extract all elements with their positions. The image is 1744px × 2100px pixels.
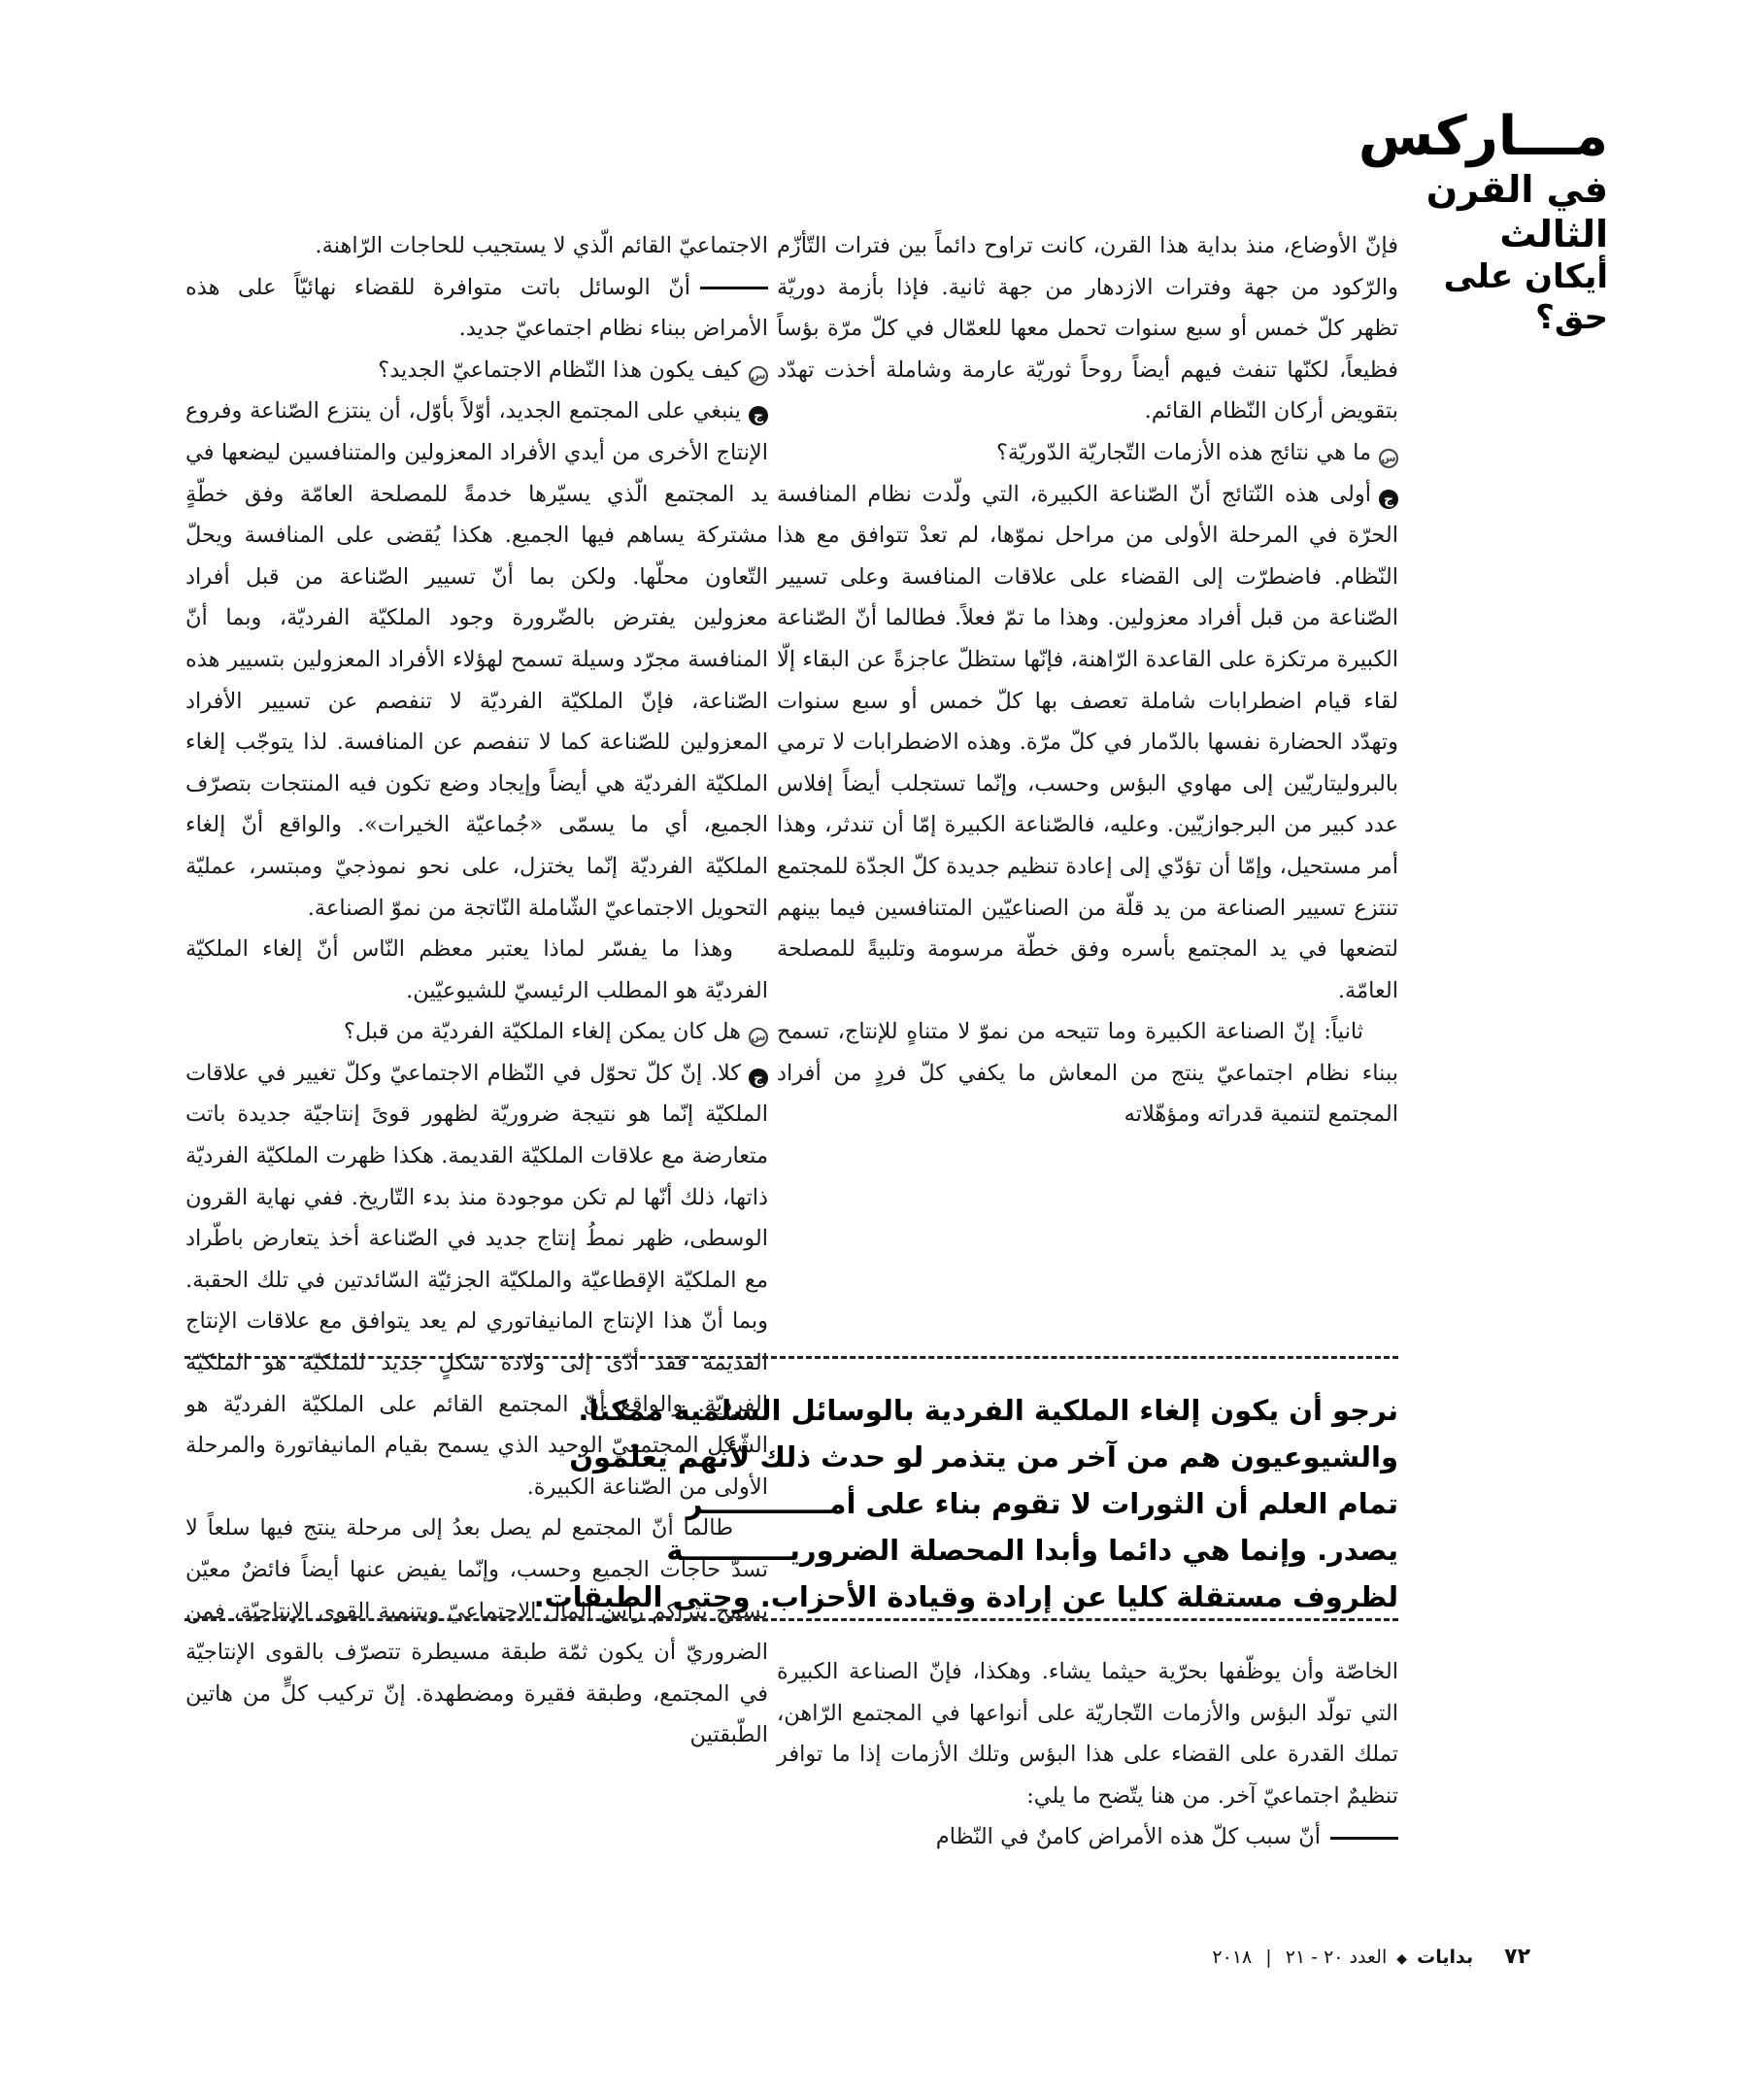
text-column-right-top bbox=[777, 225, 1398, 1135]
page-number: ٧٢ bbox=[1504, 1945, 1530, 1969]
paragraph-text: أنّ الوسائل باتت متوافرة للقضاء نهائيّاً على هذه الأمراض ببناء نظام اجتماعيّ جديد. bbox=[185, 274, 768, 342]
pull-quote-bottom-rule bbox=[184, 1618, 1398, 1621]
question-icon: س bbox=[749, 1028, 768, 1047]
paragraph-text: طالما أنّ المجتمع لم يصل بعدُ إلى مرحلة ينتج فيها سلعاً لا تسدّ حاجات الجميع وحسب، وإنّما يفيض عنها أيضاً فائضٌ معيّن يسمح بتراكم رأس المال الاجتماعيّ وبتنمية القوى الإنتاجيّة، فمن الضروريّ أن يكون ثمّة طبقة مسيطرة تتصرّف بالقوى الإنتاجيّة في المجتمع، وطبقة فقيرة ومضطهدة. إنّ تركيب كلٍّ من هاتين الطّبقتين bbox=[185, 1515, 768, 1748]
paragraph-text: كلا. إنّ كلّ تحوّل في النّظام الاجتماعيّ وكلّ تغيير في علاقات الملكيّة إنّما هو نتيجة ضروريّة لظهور قوىً إنتاجيّة جديدة باتت متعارضة مع علاقات الملكيّة القديمة. هكذا ظهرت الملكيّة الفرديّة ذاتها، ذلك أنّها لم تكن موجودة منذ بدء التّاريخ. ففي نهاية القرون الوسطى، ظهر نمطُ إنتاج جديد في الصّناعة أخذ يتعارض باطّراد مع الملكيّة الإقطاعيّة والملكيّة الجزئيّة السّائدتين في تلك الحقبة. وبما أنّ هذا الإنتاج المانيفاتوري لم يعد يتوافق مع علاقات الإنتاج القديمة فقد أدّى إلى ولادة شكلٍ جديد للملكيّة هو الملكيّة الفرديّة. والواقع أنّ المجتمع القائم على الملكيّة الفرديّة هو الشّكل المجتمعيّ الوحيد الذي يسمح بقيام المانيفاتورة والمرحلة الأولى من الصّناعة الكبيرة. bbox=[185, 1060, 768, 1500]
answer-icon: ج bbox=[1379, 490, 1398, 509]
paragraph-text: الخاصّة وأن يوظّفها بحرّية حيثما يشاء. وهكذا، فإنّ الصناعة الكبيرة التي تولّد البؤس والأزمات التّجاريّة على أنواعها في المجتمع الرّاهن، تملك القدرة على القضاء على هذا البؤس وتلك الأزمات إذا ما توافر تنظيمٌ اجتماعيّ آخر. من هنا يتّضح ما يلي: bbox=[777, 1659, 1398, 1809]
text-column-right-bottom bbox=[777, 1651, 1398, 1858]
dash-rule bbox=[700, 287, 768, 289]
pull-quote-line: تمام العلم أن الثورات لا تقوم بناء على أمـــــــــــــر bbox=[686, 1487, 1398, 1520]
paragraph-text: أنّ سبب كلّ هذه الأمراض كامنٌ في النّظام bbox=[935, 1824, 1321, 1850]
list-item-paragraph bbox=[777, 1816, 1398, 1858]
question-icon: س bbox=[749, 366, 768, 386]
list-item-paragraph bbox=[185, 267, 768, 350]
question-paragraph bbox=[185, 350, 768, 391]
paragraph-text: ما هي نتائج هذه الأزمات التّجاريّة الدّوريّة؟ bbox=[995, 439, 1371, 465]
paragraph-text: هل كان يمكن إلغاء الملكيّة الفرديّة من قبل؟ bbox=[343, 1019, 741, 1045]
magazine-name: بدايات bbox=[1417, 1947, 1474, 1968]
issue-number: العدد ٢٠ - ٢١ bbox=[1285, 1947, 1388, 1968]
footer-divider: | bbox=[1265, 1947, 1272, 1968]
answer-paragraph bbox=[185, 390, 768, 929]
pull-quote-line: يصدر. وإنما هي دائما وأبدا المحصلة الضروريـــــــــــة bbox=[666, 1534, 1398, 1567]
page-footer bbox=[1212, 1945, 1530, 1969]
logo-line-3: أيكان على حق؟ bbox=[1443, 257, 1608, 337]
paragraph-text: وهذا ما يفسّر لماذا يعتبر معظم النّاس أنّ إلغاء الملكيّة الفرديّة هو المطلب الرئيسيّ للشيوعيّين. bbox=[185, 936, 768, 1003]
paragraph-text: فإنّ الأوضاع، منذ بداية هذا القرن، كانت تراوح دائماً بين فترات التّأزّم والرّكود من جهة وفترات الازدهار من جهة ثانية. فإذا بأزمة دوريّة تظهر كلّ خمس أو سبع سنوات تحمل معها للعمّال في كلّ مرّة بؤساً فظيعاً، لكنّها تنفث فيهم أيضاً روحاً ثوريّة عارمة وشاملة أخذت تهدّد بتقويض أركان النّظام القائم. bbox=[777, 233, 1398, 424]
logo-line-2: في القرن الثالث bbox=[1425, 168, 1608, 255]
question-paragraph bbox=[777, 432, 1398, 474]
paragraph-text: ينبغي على المجتمع الجديد، أوّلاً بأوّل، أن ينتزع الصّناعة وفروع الإنتاج الأخرى من أيدي الأفراد المعزولين والمتنافسين ليضعها في يد المجتمع الّذي يسيّرها خدمةً للمصلحة العامّة وفق خطّةٍ مشتركة يساهم فيها الجميع. هكذا يُقضى على المنافسة ويحلّ التّعاون محلّها. ولكن بما أنّ تسيير الصّناعة من قبل أفراد معزولين يفترض بالضّرورة وجود الملكيّة الفرديّة، وبما أنّ المنافسة مجرّد وسيلة تسمح لهؤلاء الأفراد المعزولين بتسيير هذه الصّناعة، فإنّ الملكيّة الفرديّة لا تنفصم عن تسيير الأفراد المعزولين للصّناعة كما لا تنفصم عن المنافسة. لذا يتوجّب إلغاء الملكيّة الفرديّة هي أيضاً وإيجاد وضع تكون فيه المنتجات بتصرّف الجميع، أي ما يسمّى «جُماعيّة الخيرات». والواقع أنّ إلغاء الملكيّة الفرديّة إنّما يختزل، على نحو نموذجيّ ومبتسر، عمليّة التحويل الاجتماعيّ الشّاملة النّاتجة من نموّ الصناعة. bbox=[185, 398, 768, 921]
answer-icon: ج bbox=[749, 406, 768, 425]
body-paragraph bbox=[777, 1011, 1398, 1135]
diamond-icon: ◆ bbox=[1396, 1951, 1408, 1967]
body-paragraph bbox=[185, 225, 768, 267]
series-logo bbox=[1358, 105, 1608, 338]
answer-icon: ج bbox=[749, 1068, 768, 1088]
answer-paragraph bbox=[777, 474, 1398, 1012]
body-paragraph bbox=[185, 929, 768, 1011]
pull-quote-line: لظروف مستقلة كليا عن إرادة وقيادة الأحزاب. وحتى الطبقات. bbox=[533, 1580, 1398, 1613]
publication-year: ٢٠١٨ bbox=[1212, 1947, 1253, 1968]
paragraph-text: أولى هذه النّتائج أنّ الصّناعة الكبيرة، التي ولّدت نظام المنافسة الحرّة في المرحلة الأولى من مراحل نموّها، لم تعدْ تتوافق مع هذا النّظام. فاضطرّت إلى القضاء على علاقات المنافسة وعلى تسيير الصّناعة من قبل أفراد معزولين. وهذا ما تمّ فعلاً. فطالما أنّ الصّناعة الكبيرة مرتكزة على القاعدة الرّاهنة، فإنّها ستظلّ عاجزةً عن البقاء إلّا لقاء قيام اضطرابات شاملة تعصف بها كلّ خمس أو سبع سنوات وتهدّد الحضارة نفسها بالدّمار في كلّ مرّة. وهذه الاضطرابات لا ترمي بالبروليتاريّين إلى مهاوي البؤس وحسب، وإنّما تستجلب أيضاً إفلاس عدد كبير من البرجوازيّين. وعليه، فالصّناعة الكبيرة إمّا أن تندثر، وهذا أمر مستحيل، وإمّا أن تؤدّي إلى إعادة تنظيم جديدة كلّ الجدّة للمجتمع تنتزع تسيير الصناعة من يد قلّة من الصناعيّين المتنافسين فيما بينهم لتضعها في يد المجتمع بأسره وفق خطّة مرسومة وتلبيةً للمصلحة العامّة. bbox=[777, 481, 1398, 1003]
logo-line-1: مـــاركس bbox=[1358, 105, 1608, 168]
paragraph-text: الاجتماعيّ القائم الّذي لا يستجيب للحاجات الرّاهنة. bbox=[315, 233, 768, 258]
pull-quote-line: نرجو أن يكون إلغاء الملكية الفردية بالوسائل السلمية ممكنا. bbox=[578, 1394, 1398, 1427]
pull-quote-line: والشيوعيون هم من آخر من يتذمر لو حدث ذلك لأنهم يعلمون bbox=[569, 1440, 1398, 1473]
question-paragraph bbox=[185, 1011, 768, 1053]
question-icon: س bbox=[1379, 449, 1398, 468]
pull-quote-top-rule bbox=[184, 1356, 1398, 1359]
paragraph-text: ثانياً: إنّ الصناعة الكبيرة وما تتيحه من نموّ لا متناهٍ للإنتاج، تسمح ببناء نظام اجتماعيّ ينتج من المعاش ما يكفي كلّ فردٍ من أفراد المجتمع لتنمية قدراته ومؤهّلاته bbox=[777, 1019, 1398, 1128]
pull-quote bbox=[184, 1387, 1398, 1620]
dash-rule bbox=[1330, 1837, 1398, 1840]
body-paragraph bbox=[777, 225, 1398, 432]
paragraph-text: كيف يكون هذا النّظام الاجتماعيّ الجديد؟ bbox=[378, 356, 741, 383]
body-paragraph bbox=[777, 1651, 1398, 1816]
